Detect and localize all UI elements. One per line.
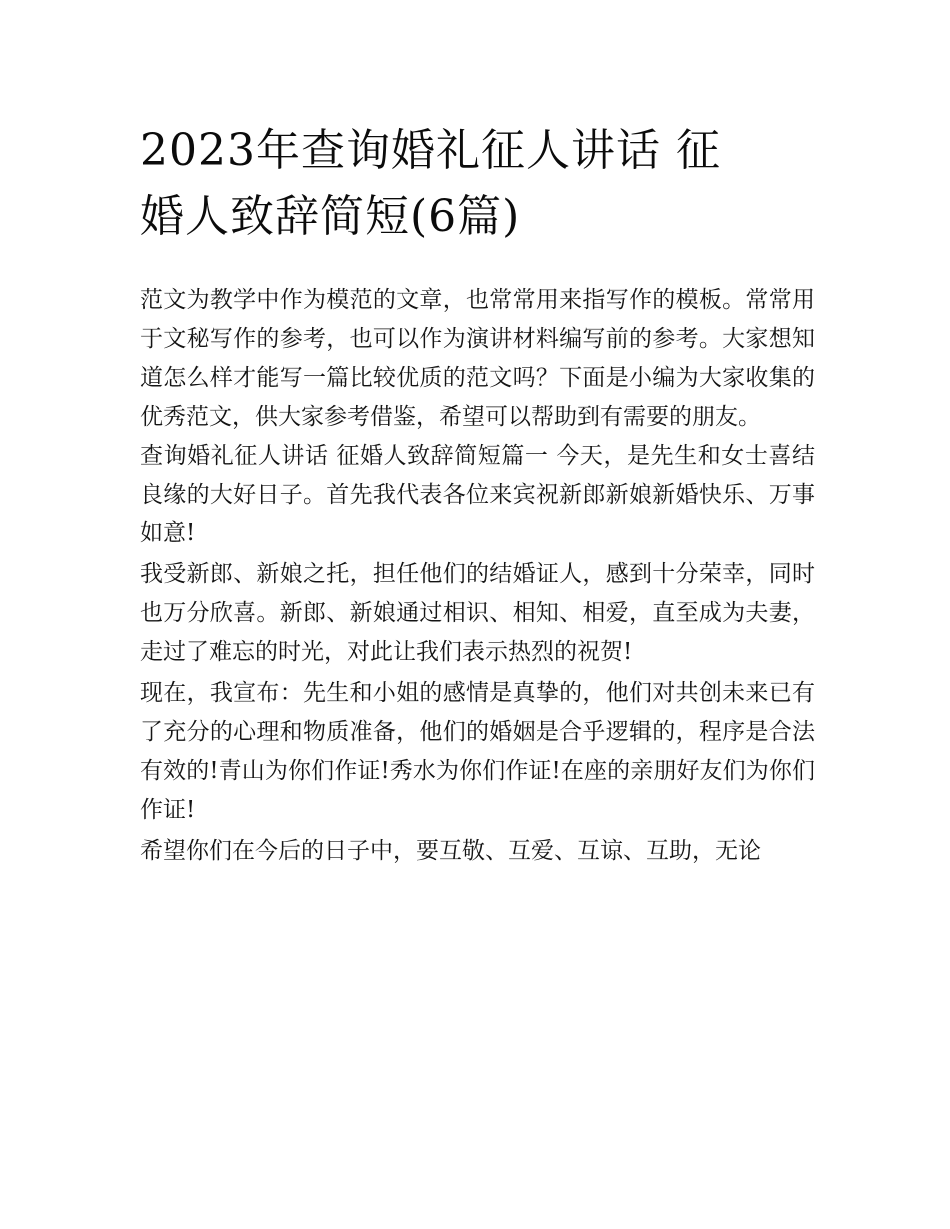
title-line-1: 2023年查询婚礼征人讲话 征 xyxy=(140,125,721,176)
paragraph-3: 现在，我宣布：先生和小姐的感情是真挚的，他们对共创未来已有了充分的心理和物质准备，他们的婚姻是合乎逻辑的，程序是合法有效的!青山为你们作证!秀水为你们作证!在座的亲朋好友们为你们作证! xyxy=(140,680,815,823)
paragraph-intro: 范文为教学中作为模范的文章，也常常用来指写作的模板。常常用于文秘写作的参考，也可以作为演讲材料编写前的参考。大家想知道怎么样才能写一篇比较优质的范文吗？下面是小编为大家收集的优秀范文，供大家参考借鉴，希望可以帮助到有需要的朋友。 xyxy=(140,287,815,430)
document-body xyxy=(140,281,815,873)
paragraph-4: 希望你们在今后的日子中，要互敬、互爱、互谅、互助，无论 xyxy=(140,837,761,864)
document-title xyxy=(140,118,780,250)
paragraph-1: 查询婚礼征人讲话 征婚人致辞简短篇一 今天，是先生和女士喜结良缘的大好日子。首先我代表各位来宾祝新郎新娘新婚快乐、万事如意! xyxy=(140,442,815,547)
title-line-2: 婚人致辞简短(6篇) xyxy=(140,191,521,242)
paragraph-2: 我受新郎、新娘之托，担任他们的结婚证人，感到十分荣幸，同时也万分欣喜。新郎、新娘通过相识、相知、相爱，直至成为夫妻，走过了难忘的时光，对此让我们表示热烈的祝贺! xyxy=(140,561,815,666)
